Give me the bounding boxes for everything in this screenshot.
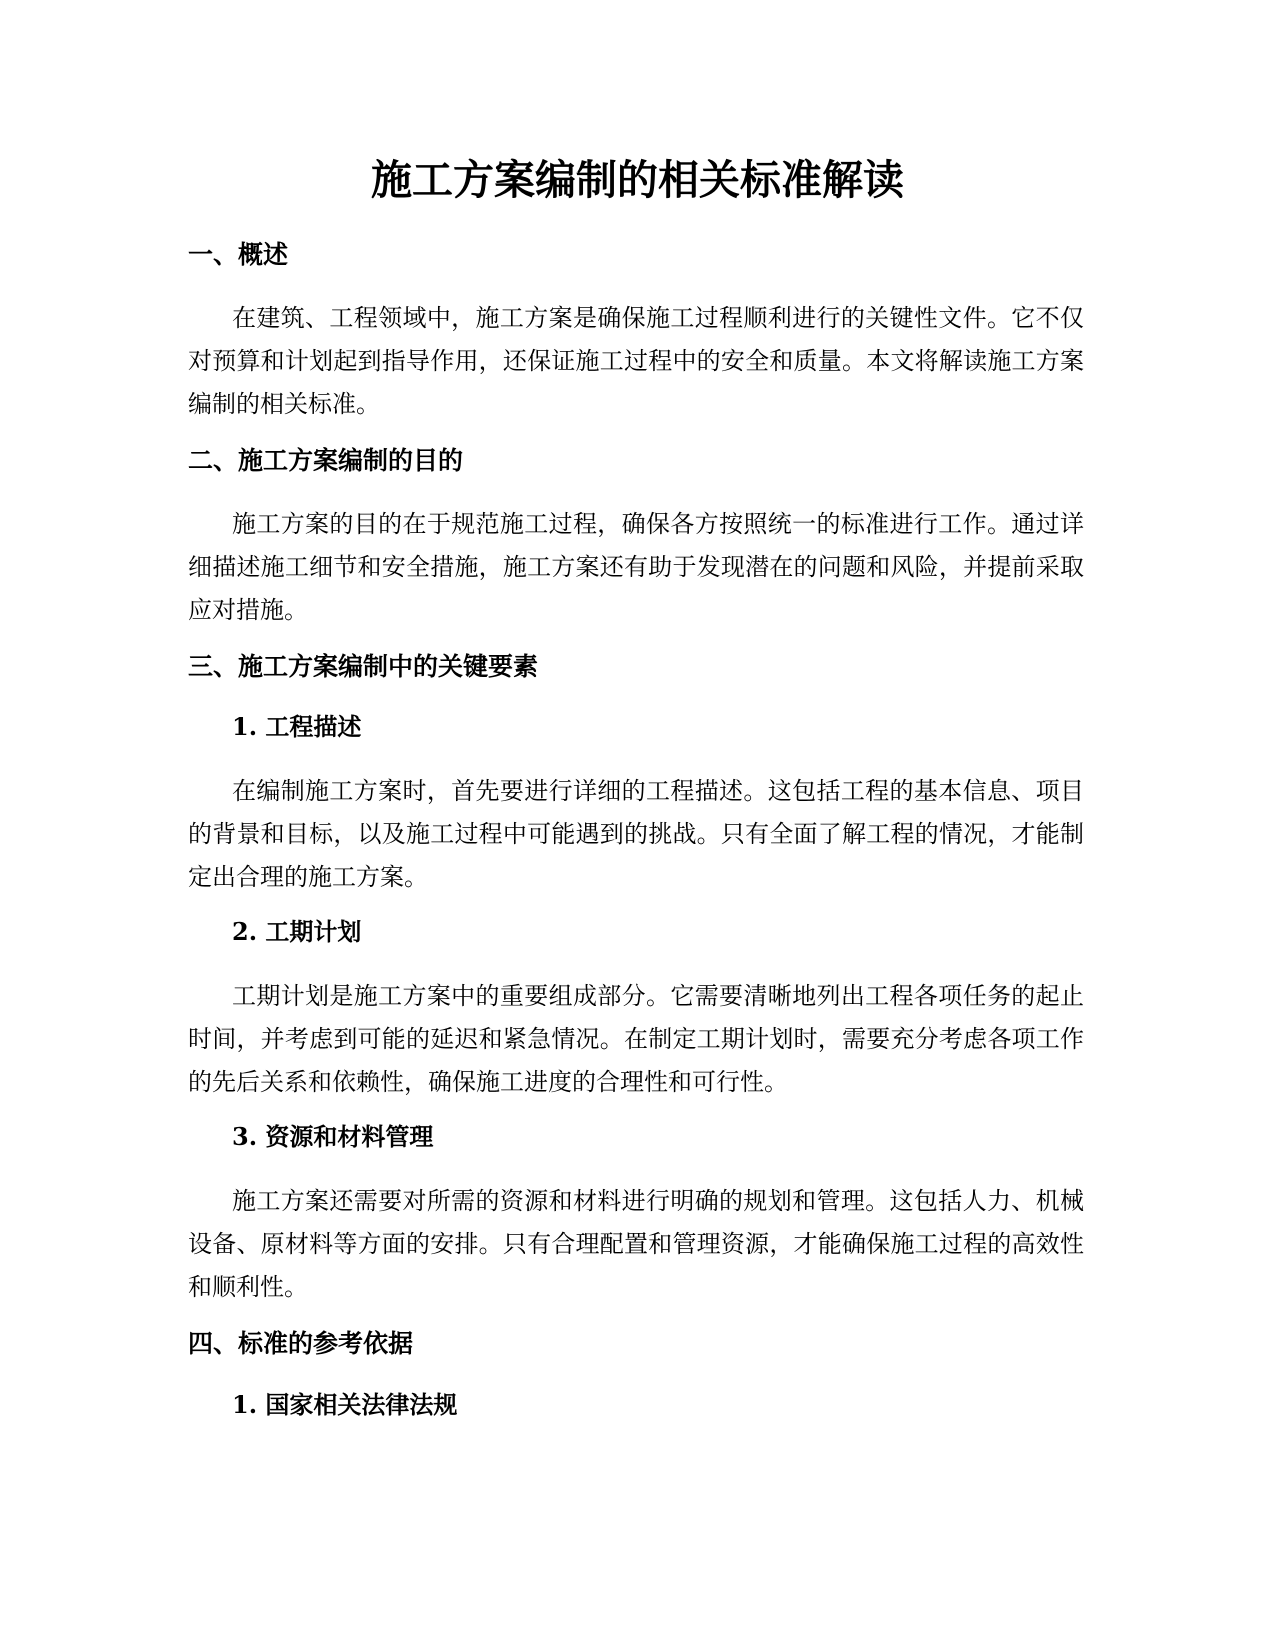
schedule-plan-paragraph: 工期计划是施工方案中的重要组成部分。它需要清晰地列出工程各项任务的起止时间，并考虑到可能的延迟和紧急情况。在制定工期计划时，需要充分考虑各项工作的先后关系和依赖性，确保施工进度的合理性和可行性。 bbox=[188, 982, 1084, 1096]
subheading-schedule-plan: 2. 工期计划 bbox=[232, 917, 362, 946]
subheading-resource-management: 3. 资源和材料管理 bbox=[232, 1122, 434, 1151]
project-description-paragraph: 在编制施工方案时，首先要进行详细的工程描述。这包括工程的基本信息、项目的背景和目标，以及施工过程中可能遇到的挑战。只有全面了解工程的情况，才能制定出合理的施工方案。 bbox=[188, 777, 1084, 891]
subheading-laws-regulations: 1. 国家相关法律法规 bbox=[232, 1390, 458, 1419]
purpose-paragraph: 施工方案的目的在于规范施工过程，确保各方按照统一的标准进行工作。通过详细描述施工细节和安全措施，施工方案还有助于发现潜在的问题和风险，并提前采取应对措施。 bbox=[188, 510, 1084, 624]
section-heading-overview: 一、概述 bbox=[188, 240, 289, 269]
document-title: 施工方案编制的相关标准解读 bbox=[371, 156, 904, 204]
overview-paragraph: 在建筑、工程领域中，施工方案是确保施工过程顺利进行的关键性文件。它不仅对预算和计划起到指导作用，还保证施工过程中的安全和质量。本文将解读施工方案编制的相关标准。 bbox=[188, 304, 1084, 418]
resource-management-paragraph: 施工方案还需要对所需的资源和材料进行明确的规划和管理。这包括人力、机械设备、原材料等方面的安排。只有合理配置和管理资源，才能确保施工过程的高效性和顺利性。 bbox=[188, 1187, 1084, 1301]
section-heading-key-elements: 三、施工方案编制中的关键要素 bbox=[188, 652, 539, 681]
section-heading-purpose: 二、施工方案编制的目的 bbox=[188, 446, 464, 475]
section-heading-references: 四、标准的参考依据 bbox=[188, 1329, 414, 1358]
subheading-project-description: 1. 工程描述 bbox=[232, 712, 362, 741]
